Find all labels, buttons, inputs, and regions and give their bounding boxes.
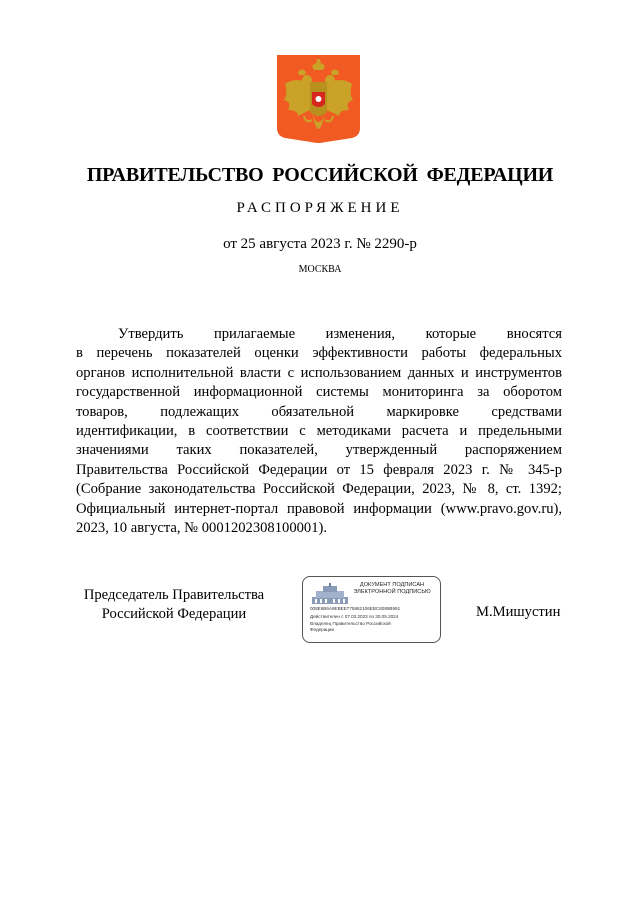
body-line: Утвердить прилагаемые изменения, которые вносятся <box>118 326 562 342</box>
document-type: РАСПОРЯЖЕНИЕ <box>236 200 404 216</box>
body-line: 2023, 10 августа, № 0001202308100001). <box>76 520 328 537</box>
signer-name: М.Мишустин <box>476 604 561 620</box>
stamp-certificate: 008E6B6A9EBEE775862106EBC6089B991 <box>310 606 401 611</box>
government-title: ПРАВИТЕЛЬСТВО РОССИЙСКОЙ ФЕДЕРАЦИИ <box>86 164 554 186</box>
body-line: идентификации, в соответствии с методиками расчета и предельными <box>76 423 562 440</box>
russian-coat-of-arms-emblem <box>276 54 361 144</box>
stamp-validity: Действителен с 07.03.2023 по 30.05.2024 <box>310 614 399 619</box>
stamp-owner-line1: Владелец Правительство Российской <box>310 621 391 626</box>
signer-position <box>76 586 272 624</box>
order-body-text <box>76 325 562 538</box>
stamp-heading <box>347 582 437 596</box>
stamp-owner-line2: Федерации <box>310 627 335 632</box>
stamp-heading-line2: ЭЛЕКТРОННОЙ ПОДПИСЬЮ <box>353 589 431 595</box>
body-line: значениями таких показателей, утвержденный распоряжением <box>76 442 562 459</box>
stamp-heading-line1: ДОКУМЕНТ ПОДПИСАН <box>359 582 425 588</box>
signer-position-line1: Председатель Правительства <box>83 587 265 603</box>
body-line: органов исполнительной власти с использованием данных и инструментов <box>76 364 562 381</box>
signer-position-line2: Российской Федерации <box>101 606 247 622</box>
electronic-signature-stamp <box>302 576 441 643</box>
body-line: (Собрание законодательства Российской Федерации, 2023, № 8, ст. 1392; <box>76 481 562 498</box>
body-line: в перечень показателей оценки эффективности работы федеральных <box>76 345 562 362</box>
document-city: МОСКВА <box>298 264 342 275</box>
body-line: государственной информационной системы мониторинга за оборотом <box>76 384 562 401</box>
government-building-icon <box>311 583 349 605</box>
body-line: Официальный интернет-портал правовой информации (www.pravo.gov.ru), <box>76 500 562 517</box>
body-line: Правительства Российской Федерации от 15 февраля 2023 г. № 345-р <box>76 461 562 478</box>
body-line: товаров, подлежащих обязательной маркировке средствами <box>76 403 562 420</box>
document-date-number: от 25 августа 2023 г. № 2290-р <box>223 236 417 252</box>
